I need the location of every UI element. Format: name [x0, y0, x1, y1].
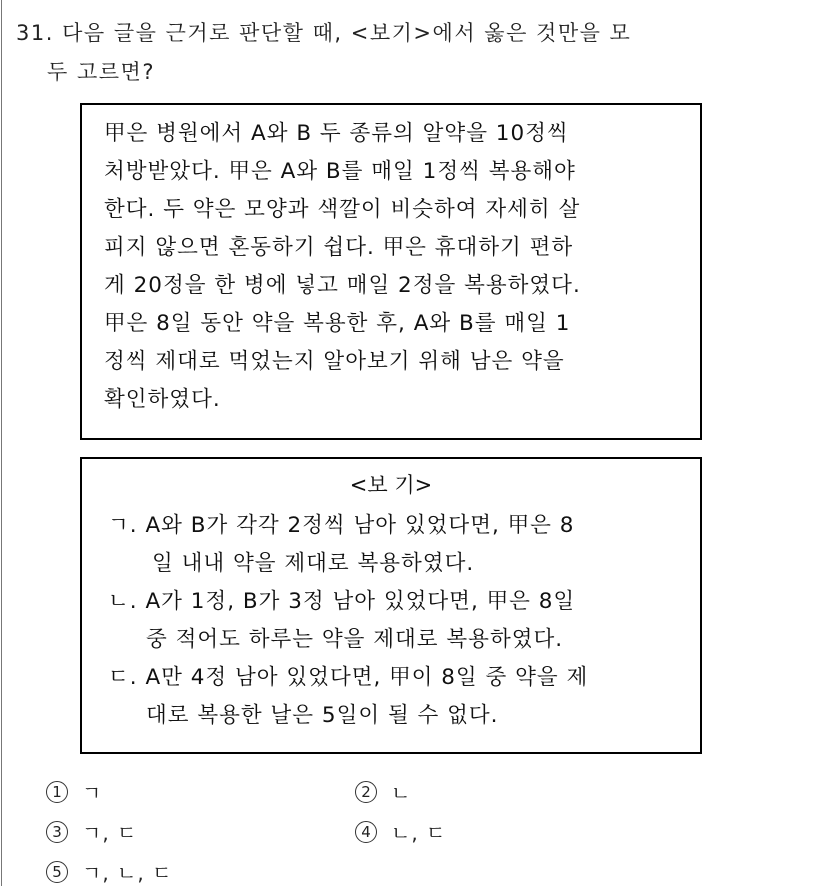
passage-line: 피지 않으면 혼동하기 쉽다. 甲은 휴대하기 편하 — [104, 235, 574, 260]
circled-number-4: 4 — [355, 821, 377, 843]
choice-3-text: ㄱ, ㄷ — [82, 821, 138, 845]
circled-number-2: 2 — [355, 781, 377, 803]
bogi-item-giyeok-line-1: ㄱ. A와 B가 각각 2정씩 남아 있었다면, 甲은 8 — [108, 513, 575, 538]
bogi-title: <보 기> — [349, 473, 433, 497]
choice-4[interactable] — [355, 817, 446, 846]
passage-line: 甲은 8일 동안 약을 복용한 후, A와 B를 매일 1 — [104, 311, 571, 336]
choice-2[interactable] — [355, 777, 411, 806]
passage-line: 확인하였다. — [104, 387, 221, 412]
passage-line: 정씩 제대로 먹었는지 알아보기 위해 남은 약을 — [104, 349, 565, 374]
bogi-item-nieun-line-2: 중 적어도 하루는 약을 제대로 복용하였다. — [146, 627, 564, 652]
bogi-item-digeut-line-2: 대로 복용한 날은 5일이 될 수 없다. — [146, 703, 499, 728]
passage-box — [80, 103, 702, 440]
choice-3[interactable] — [46, 817, 137, 846]
choice-1[interactable] — [46, 777, 102, 806]
question-stem-line-1: 31. 다음 글을 근거로 판단할 때, <보기>에서 옳은 것만을 모 — [16, 21, 632, 45]
choice-5-text: ㄱ, ㄴ, ㄷ — [82, 861, 173, 885]
passage-line: 게 20정을 한 병에 넣고 매일 2정을 복용하였다. — [104, 273, 581, 298]
bogi-item-nieun-line-1: ㄴ. A가 1정, B가 3정 남아 있었다면, 甲은 8일 — [108, 589, 576, 614]
bogi-item-digeut-line-1: ㄷ. A만 4정 남아 있었다면, 甲이 8일 중 약을 제 — [108, 665, 589, 690]
page-left-border — [1, 0, 2, 886]
question-stem-line-2: 두 고르면? — [47, 60, 155, 84]
bogi-box — [80, 457, 702, 754]
choice-2-text: ㄴ — [391, 781, 412, 805]
circled-number-3: 3 — [46, 821, 68, 843]
passage-line: 한다. 두 약은 모양과 색깔이 비슷하여 자세히 살 — [104, 197, 581, 222]
choice-5[interactable] — [46, 857, 172, 886]
choice-1-text: ㄱ — [82, 781, 103, 805]
circled-number-1: 1 — [46, 781, 68, 803]
passage-line: 처방받았다. 甲은 A와 B를 매일 1정씩 복용해야 — [104, 159, 576, 184]
passage-line: 甲은 병원에서 A와 B 두 종류의 알약을 10정씩 — [104, 121, 569, 146]
bogi-item-giyeok-line-2: 일 내내 약을 제대로 복용하였다. — [152, 551, 475, 576]
circled-number-5: 5 — [46, 861, 68, 883]
choice-4-text: ㄴ, ㄷ — [391, 821, 447, 845]
